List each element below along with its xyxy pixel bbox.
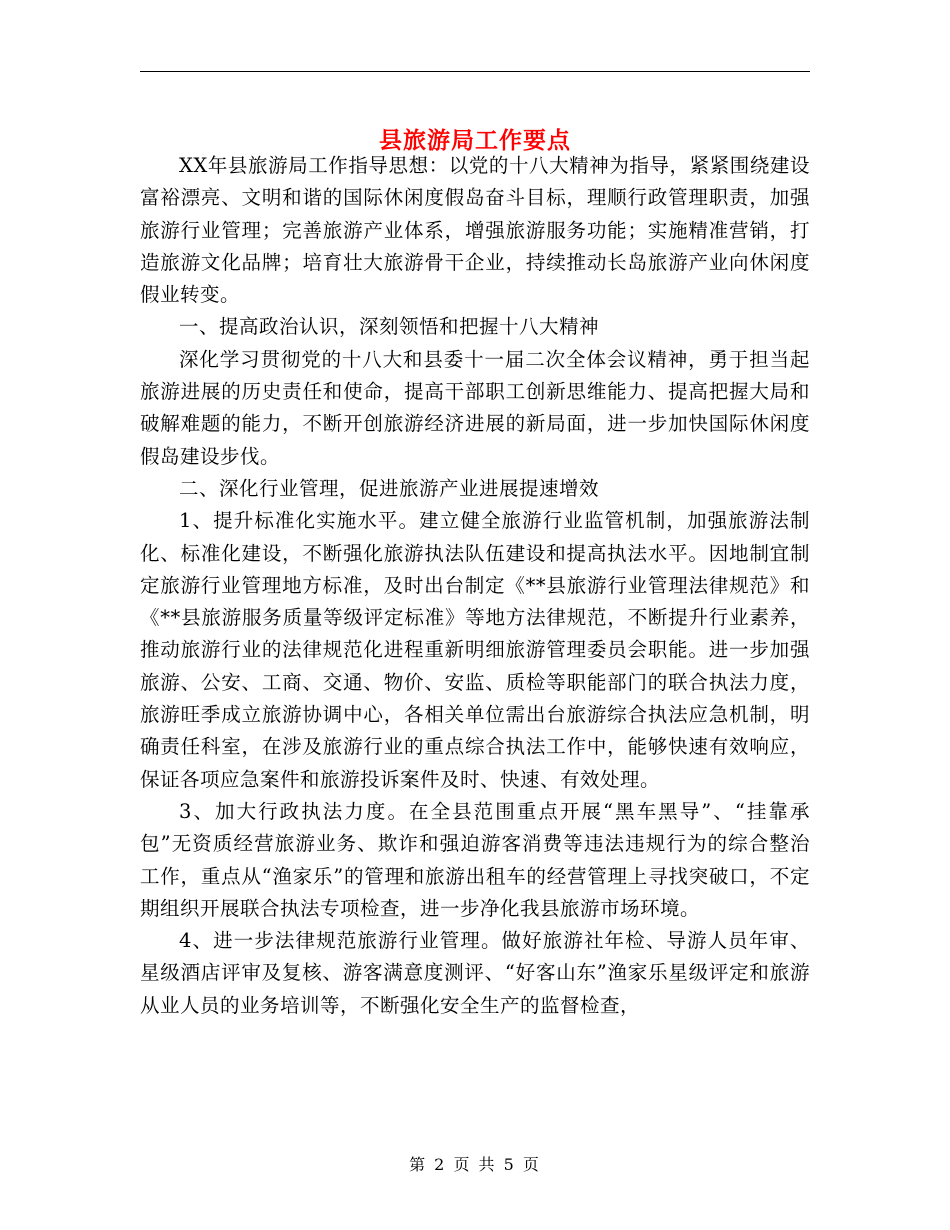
header-rule <box>140 71 810 72</box>
paragraph-section-1: 深化学习贯彻党的十八大和县委十一届二次全体会议精神，勇于担当起旅游进展的历史责任和使命，提高干部职工创新思维能力、提高把握大局和破解难题的能力，不断开创旅游经济进展的新局面，进一步加快国际休闲度假岛建设步伐。 <box>140 347 810 468</box>
section-heading-2: 二、深化行业管理，促进旅游产业进展提速增效 <box>179 476 600 500</box>
paragraph-item-1: 1、提升标准化实施水平。建立健全旅游行业监管机制，加强旅游法制化、标准化建设，不断强化旅游执法队伍建设和提高执法水平。因地制宜制定旅游行业管理地方标准，及时出台制定《**县旅游行业管理法律规范》和《**县旅游服务质量等级评定标准》等地方法律规范，不断提升行业素养，推动旅游行业的法律规范化进程重新明细旅游管理委员会职能。进一步加强旅游、公安、工商、交通、物价、安监、质检等职能部门的联合执法力度，旅游旺季成立旅游协调中心，各相关单位需出台旅游综合执法应急机制，明确责任科室，在涉及旅游行业的重点综合执法工作中，能够快速有效响应，保证各项应急案件和旅游投诉案件及时、快速、有效处理。 <box>140 509 810 791</box>
page-footer: 第 2 页 共 5 页 <box>409 1155 541 1174</box>
paragraph-item-4: 4、进一步法律规范旅游行业管理。做好旅游社年检、导游人员年审、星级酒店评审及复核、游客满意度测评、“好客山东”渔家乐星级评定和旅游从业人员的业务培训等，不断强化安全生产的监督检查， <box>140 929 810 1017</box>
paragraph-item-3: 3、加大行政执法力度。在全县范围重点开展“黑车黑导”、“挂靠承包”无资质经营旅游业务、欺诈和强迫游客消费等违法违规行为的综合整治工作，重点从“渔家乐”的管理和旅游出租车的经营管理上寻找突破口，不定期组织开展联合执法专项检查，进一步净化我县旅游市场环境。 <box>140 799 810 920</box>
document-title: 县旅游局工作要点 <box>379 127 571 155</box>
section-heading-1: 一、提高政治认识，深刻领悟和把握十八大精神 <box>179 315 600 339</box>
document-body <box>140 150 810 1022</box>
paragraph-guiding-thought: XX年县旅游局工作指导思想：以党的十八大精神为指导，紧紧围绕建设富裕漂亮、文明和谐的国际休闲度假岛奋斗目标，理顺行政管理职责，加强旅游行业管理；完善旅游产业体系，增强旅游服务功能；实施精准营销，打造旅游文化品牌；培育壮大旅游骨干企业，持续推动长岛旅游产业向休闲度假业转变。 <box>140 154 810 307</box>
